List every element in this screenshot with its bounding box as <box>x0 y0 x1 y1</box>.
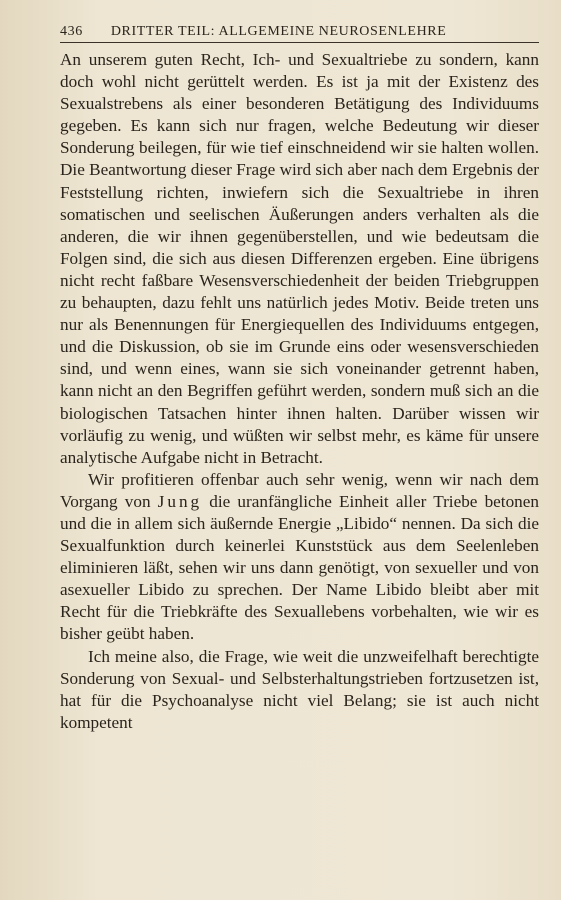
body-text <box>60 49 539 734</box>
paragraph-3: Ich meine also, die Frage, wie weit die unzweifelhaft berechtigte Sonderung von Sexual- und Selbsterhaltungstrieben fortzusetzen ist, hat für die Psychoanalyse nicht viel Belang; sie ist auch nicht kompetent <box>60 646 539 732</box>
running-head: DRITTER TEIL: ALLGEMEINE NEUROSENLEHRE <box>110 24 447 39</box>
paragraph-2-after: die uranfängliche Einheit aller Triebe betonen und die in allem sich äußernde Energie „Libido“ nennen. Da sich die Sexualfunktion durch keinerlei Kunststück aus dem Seelenleben eliminieren läßt, sehen wir uns dann genötigt, von sexueller und von asexueller Libido zu sprechen. Der Name Libido bleibt aber mit Recht für die Triebkräfte des Sexuallebens vorbehalten, wie wir es bisher geübt haben. <box>60 491 539 644</box>
page-number: 436 <box>60 24 83 39</box>
paragraph-2-before: Wir profitieren offenbar auch sehr wenig, wenn wir nach dem Vorgang von <box>60 469 539 511</box>
page-header <box>60 24 539 43</box>
paragraph-1: An unserem guten Recht, Ich- und Sexualtriebe zu sondern, kann doch wohl nicht gerüttelt werden. Es ist ja mit der Existenz des Sexualstrebens als einer besonderen Betätigung des Individuums gegeben. Es kann sich nur fragen, welche Bedeutung wir dieser Sonderung beilegen, für wie tief einschneidend wir sie halten wollen. Die Beantwortung dieser Frage wird sich aber nach dem Ergebnis der Feststellung richten, inwiefern sich die Sexualtriebe in ihren somatischen und seelischen Äußerungen anders verhalten als die anderen, die wir ihnen gegenüberstellen, und wie bedeutsam die Folgen sind, die sich aus diesen Differenzen ergeben. Eine übrigens nicht recht faßbare Wesensverschiedenheit der beiden Triebgruppen zu behaupten, dazu fehlt uns natürlich jedes Motiv. Beide treten uns nur als Benennungen für Energiequellen des Individuums entgegen, und die Diskussion, ob sie im Grunde eins oder wesensverschieden sind, und wenn eines, wann sie sich voneinander getrennt haben, kann nicht an den Begriffen geführt werden, sondern muß sich an die biologischen Tatsachen hinter ihnen halten. Darüber wissen wir vorläufig zu wenig, und wüßten wir selbst mehr, es käme für unsere analytische Aufgabe nicht in Betracht. <box>60 50 539 467</box>
paragraph-2 <box>60 469 539 646</box>
author-name-emphasis: Jung <box>157 491 203 511</box>
